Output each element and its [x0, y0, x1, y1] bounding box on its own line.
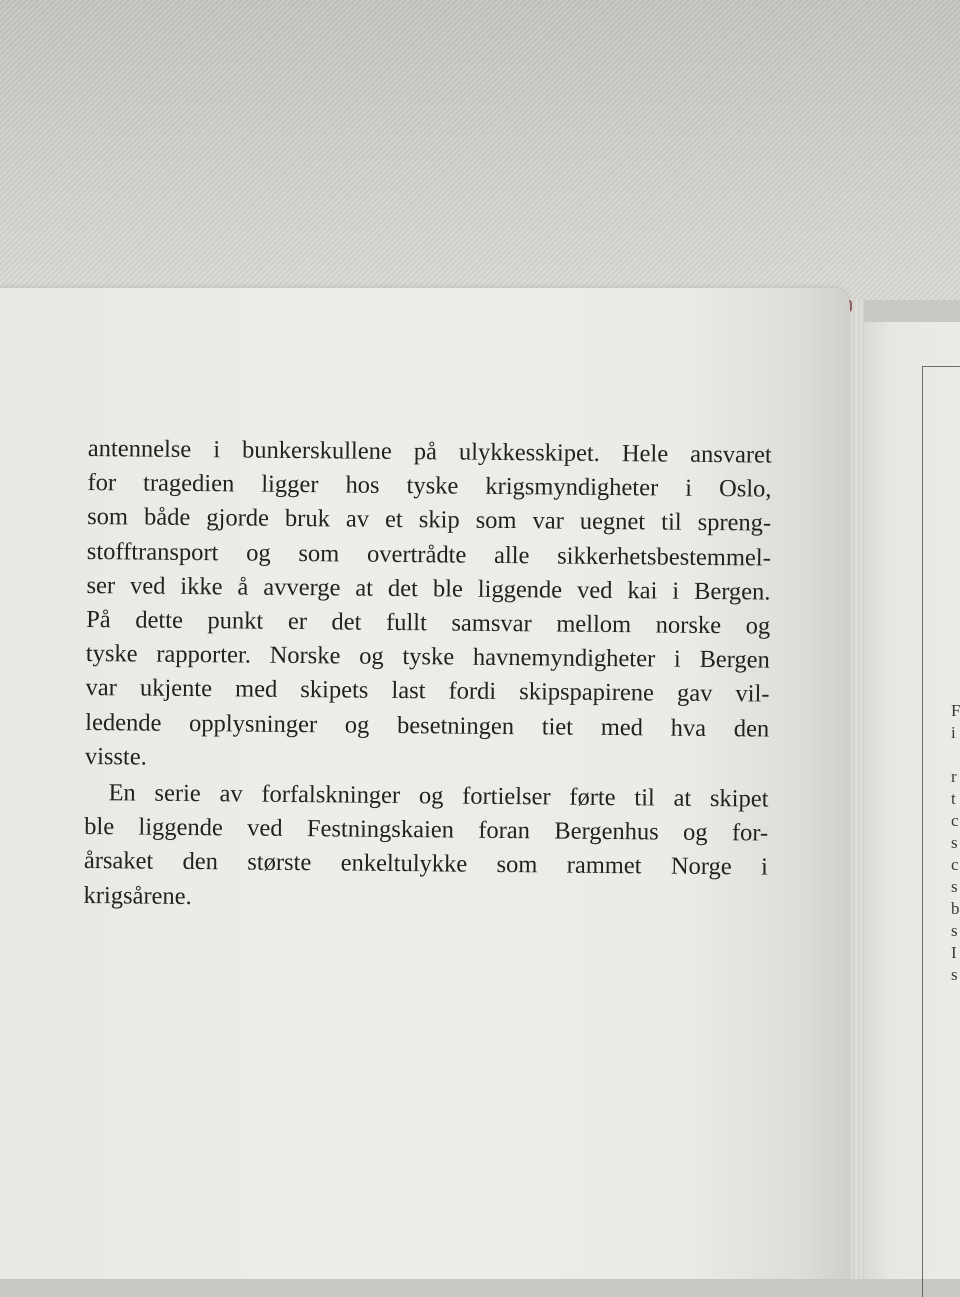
- text-line: var ukjente med skipets last fordi skipspapirene gav vil-: [85, 674, 770, 708]
- text-line: En serie av forfalskninger og fortielser førte til at skipet: [108, 779, 769, 813]
- text-line: tyske rapporter. Norske og tyske havnemyndigheter i Bergen: [85, 640, 770, 674]
- facing-page-text-fragments: [951, 700, 960, 986]
- text-line: ledende opplysninger og besetningen tiet med hva den: [85, 708, 770, 743]
- facing-fragment: b: [951, 899, 960, 918]
- facing-fragment: s: [951, 833, 958, 852]
- text-line: som både gjorde bruk av et skip som var uegnet til spreng-: [87, 503, 772, 537]
- facing-fragment: c: [951, 855, 959, 874]
- facing-fragment: i: [951, 723, 956, 742]
- facing-fragment: t: [951, 789, 956, 808]
- text-line: antennelse i bunkerskullene på ulykkesskipet. Hele ansvaret: [87, 434, 772, 469]
- facing-fragment: c: [951, 811, 959, 830]
- text-line: På dette punkt er det fullt samsvar mellom norske og: [86, 606, 771, 640]
- text-line: ble liggende ved Festningskaien foran Bergenhus og for-: [84, 813, 769, 847]
- paragraph-1: [85, 432, 772, 781]
- facing-fragment: s: [951, 877, 958, 896]
- text-line: krigsårene.: [83, 881, 192, 910]
- paragraph-2: [83, 776, 768, 919]
- facing-fragment: s: [951, 965, 958, 984]
- body-text: [83, 432, 772, 919]
- facing-fragment-gap: [951, 744, 960, 766]
- table-surface-background: [0, 0, 960, 300]
- text-line: for tragedien ligger hos tyske krigsmyndigheter i Oslo,: [87, 469, 772, 503]
- text-line: årsaket den største enkeltulykke som rammet Norge i: [83, 847, 768, 881]
- facing-fragment: F: [951, 701, 960, 720]
- text-line: stofftransport og som overtrådte alle sikkerhetsbestemmel-: [86, 537, 771, 572]
- facing-fragment: r: [951, 767, 957, 786]
- text-line: visste.: [84, 742, 147, 771]
- facing-fragment: s: [951, 921, 958, 940]
- text-line: ser ved ikke å avverge at det ble liggende ved kai i Bergen.: [86, 571, 771, 606]
- facing-fragment: I: [951, 943, 957, 962]
